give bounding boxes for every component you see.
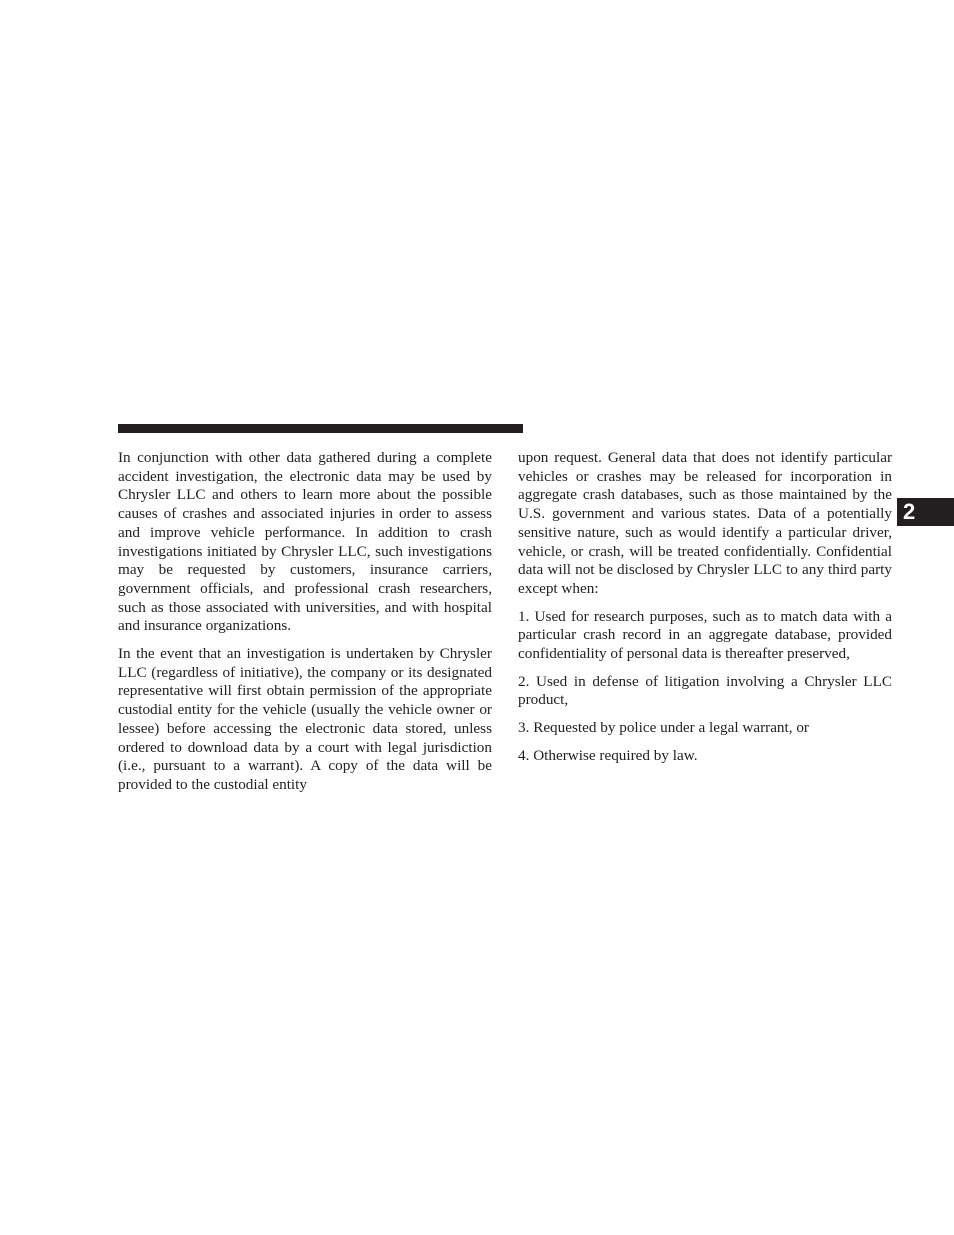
list-item-research: 1. Used for research purposes, such as to match data with a particular crash record in an aggregate database, provided confidentiality of personal data is thereafter preserved, <box>518 607 892 663</box>
section-divider-rule <box>118 424 523 433</box>
list-item-police-warrant: 3. Requested by police under a legal warrant, or <box>518 719 809 737</box>
paragraph-confidentiality: upon request. General data that does not identify particular vehicles or crashes may be released for incorporation in aggregate crash databases, such as those maintained by the U.S. government and various states. Data of a potentially sensitive nature, such as would identify a particular driver, vehicle, or crash, will be treated confidentially. Confidential data will not be disclosed by Chrysler LLC to any third party except when: <box>518 449 892 597</box>
right-text-column <box>518 449 892 775</box>
chapter-tab: 2 <box>897 498 954 526</box>
paragraph-investigation-permission: In the event that an investigation is undertaken by Chrysler LLC (regardless of initiative), the company or its designated representative will first obtain permission of the appropriate custodial entity for the vehicle (usually the vehicle owner or lessee) before accessing the electronic data stored, unless ordered to download data by a court with legal jurisdiction (i.e., pursuant to a warrant). A copy of the data will be provided to the custodial entity <box>118 645 492 793</box>
left-text-column <box>118 449 492 804</box>
list-item-litigation: 2. Used in defense of litigation involving a Chrysler LLC product, <box>518 672 892 709</box>
list-item-required-by-law: 4. Otherwise required by law. <box>518 746 698 764</box>
paragraph-data-usage: In conjunction with other data gathered during a complete accident investigation, the electronic data may be used by Chrysler LLC and others to learn more about the possible causes of crashes and associated injuries in order to assess and improve vehicle performance. In addition to crash investigations initiated by Chrysler LLC, such investigations may be requested by customers, insurance carriers, government officials, and professional crash researchers, such as those associated with universities, and with hospital and insurance organizations. <box>118 449 492 635</box>
